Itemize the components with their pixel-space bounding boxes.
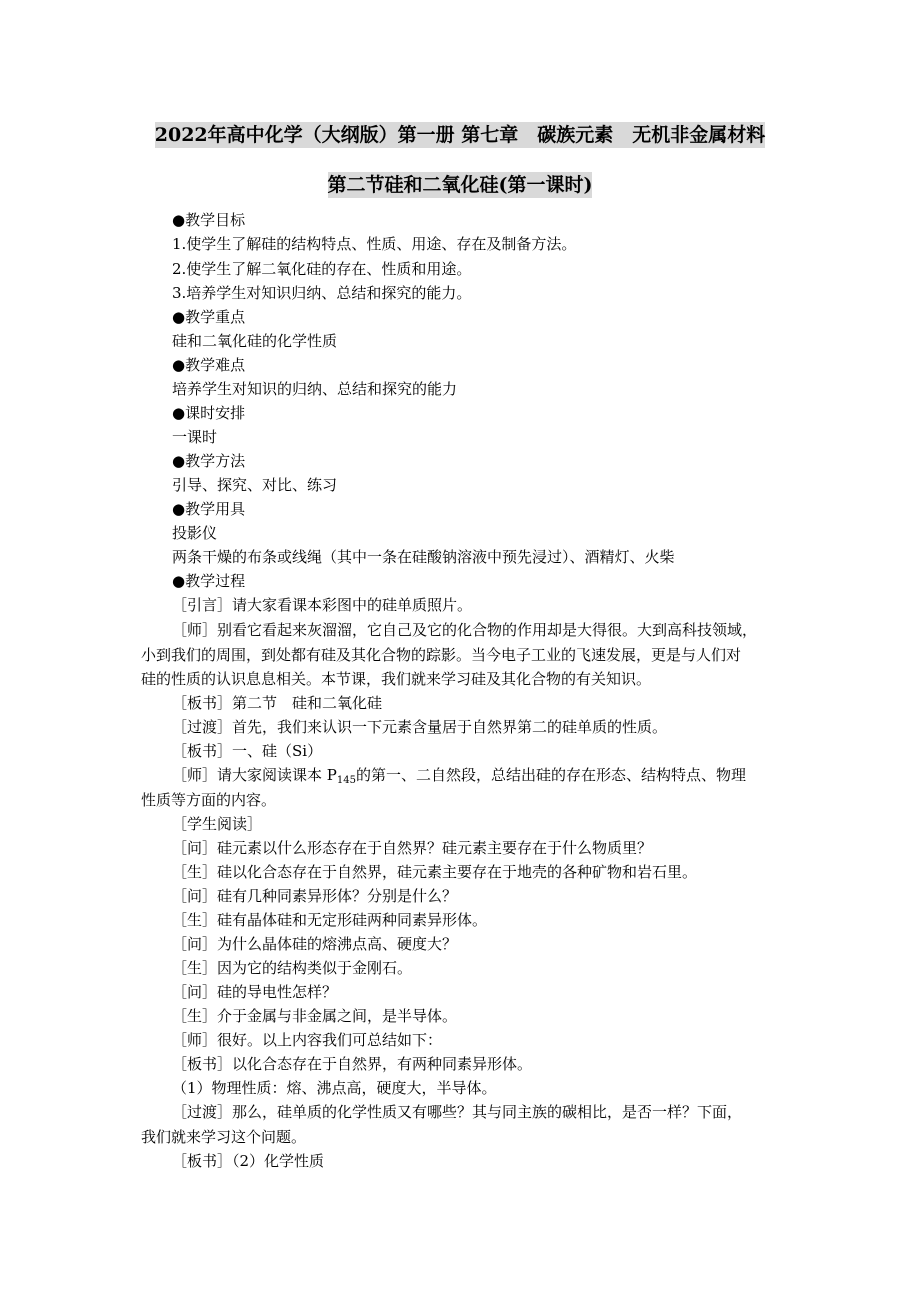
text-line: ［过渡］那么，硅单质的化学性质又有哪些？其与同主族的碳相比，是否一样？下面， bbox=[172, 1103, 743, 1121]
text-line: ［板书］第二节 硅和二氧化硅 bbox=[172, 694, 383, 712]
text-line: ［师］别看它看起来灰溜溜，它自己及它的化合物的作用却是大得很。大到高科技领域， bbox=[172, 621, 758, 639]
text-line: ［引言］请大家看课本彩图中的硅单质照片。 bbox=[172, 596, 473, 614]
text-line: ●教学重点 bbox=[172, 308, 246, 326]
text-line: 1.使学生了解硅的结构特点、性质、用途、存在及制备方法。 bbox=[172, 235, 577, 253]
text-line: ［板书］（2）化学性质 bbox=[172, 1152, 325, 1170]
text-line: ［生］因为它的结构类似于金刚石。 bbox=[172, 959, 413, 977]
document-title-line-1: 2022年高中化学（大纲版）第一册 第七章 碳族元素 无机非金属材料 bbox=[154, 124, 766, 146]
text-line: 2.使学生了解二氧化硅的存在、性质和用途。 bbox=[172, 260, 472, 278]
text-line: 硅的性质的认识息息相关。本节课，我们就来学习硅及其化合物的有关知识。 bbox=[141, 670, 652, 688]
text-line: ［生］硅以化合态存在于自然界，硅元素主要存在于地壳的各种矿物和岩石里。 bbox=[172, 863, 698, 881]
document-title-line-2: 第二节硅和二氧化硅(第一课时) bbox=[327, 174, 593, 196]
text-line: ［板书］以化合态存在于自然界，有两种同素异形体。 bbox=[172, 1055, 533, 1073]
text-line: ●课时安排 bbox=[172, 404, 246, 422]
text-line: 引导、探究、对比、练习 bbox=[172, 476, 338, 494]
text-line: ［问］硅元素以什么形态存在于自然界？硅元素主要存在于什么物质里？ bbox=[172, 839, 653, 857]
text-line: 小到我们的周围，到处都有硅及其化合物的踪影。当今电子工业的飞速发展，更是与人们对 bbox=[141, 646, 742, 664]
text-line: ●教学用具 bbox=[172, 500, 246, 518]
text-line: ［学生阅读］ bbox=[172, 815, 263, 833]
text-line: （1）物理性质：熔、沸点高，硬度大，半导体。 bbox=[172, 1079, 497, 1097]
text-line: ［问］为什么晶体硅的熔沸点高、硬度大？ bbox=[172, 935, 458, 953]
text-line: 我们就来学习这个问题。 bbox=[141, 1128, 307, 1146]
text-line: ●教学目标 bbox=[172, 211, 246, 229]
text-line: ［问］硅的导电性怎样？ bbox=[172, 983, 338, 1001]
text-line: ●教学方法 bbox=[172, 452, 246, 470]
text-line: ［生］硅有晶体硅和无定形硅两种同素异形体。 bbox=[172, 911, 488, 929]
text-line-with-subscript: ［师］请大家阅读课本 $P_{145}$的第一、二自然段，总结出硅的存在形态、结构特点、物理 bbox=[172, 766, 746, 786]
text-line: 投影仪 bbox=[172, 524, 218, 542]
text-line: ［师］很好。以上内容我们可总结如下： bbox=[172, 1031, 443, 1049]
text-line: 性质等方面的内容。 bbox=[141, 791, 277, 809]
text-line: 两条干燥的布条或线绳（其中一条在硅酸钠溶液中预先浸过）、酒精灯、火柴 bbox=[172, 548, 675, 566]
text-line: ［板书］一、硅（Si） bbox=[172, 742, 323, 760]
text-line: ［问］硅有几种同素异形体？分别是什么？ bbox=[172, 887, 458, 905]
text-line: 一课时 bbox=[172, 428, 218, 446]
text-line: ●教学难点 bbox=[172, 356, 246, 374]
text-line: ●教学过程 bbox=[172, 572, 246, 590]
text-line: 3.培养学生对知识归纳、总结和探究的能力。 bbox=[172, 284, 472, 302]
text-line: ［过渡］首先，我们来认识一下元素含量居于自然界第二的硅单质的性质。 bbox=[172, 718, 668, 736]
text-line: 培养学生对知识的归纳、总结和探究的能力 bbox=[172, 380, 458, 398]
text-line: 硅和二氧化硅的化学性质 bbox=[172, 332, 338, 350]
text-line: ［生］介于金属与非金属之间，是半导体。 bbox=[172, 1007, 458, 1025]
